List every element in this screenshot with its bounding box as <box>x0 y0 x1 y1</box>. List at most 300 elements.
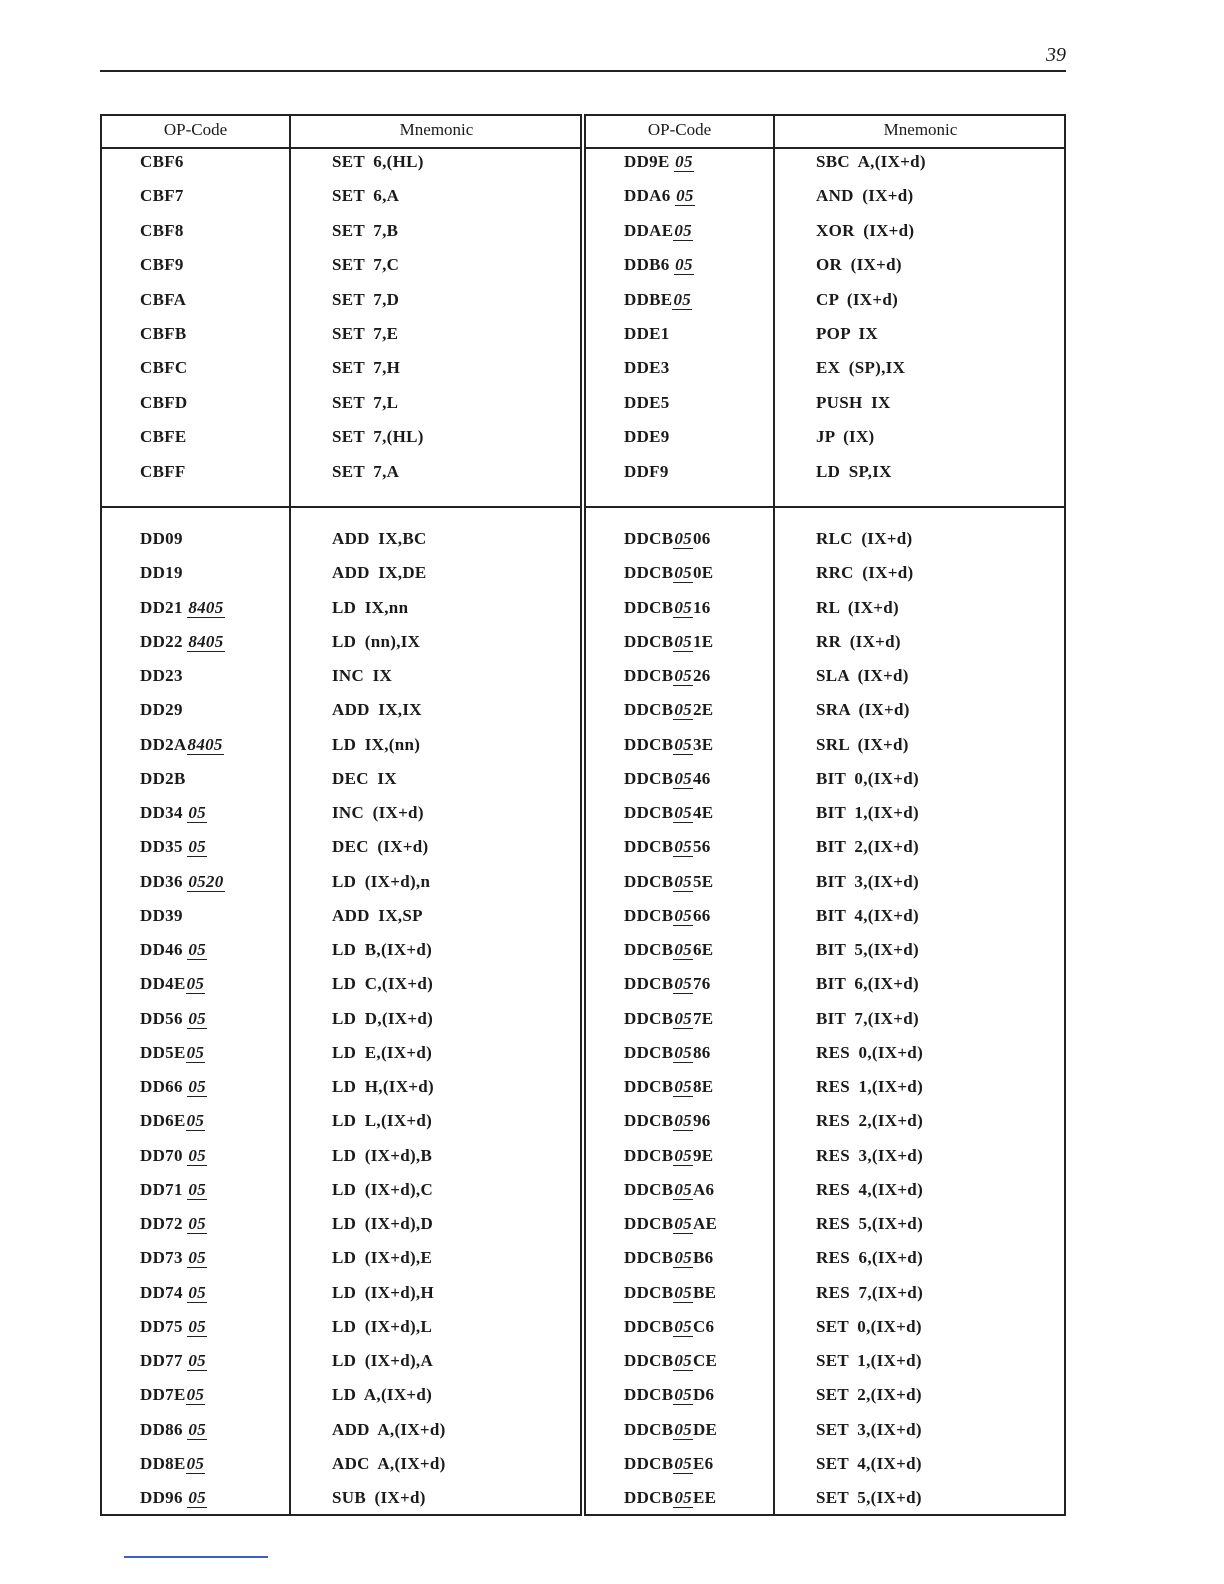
opcode-base: DD7E <box>140 1385 186 1405</box>
mnemonic-cell: LD (IX+d),D <box>332 1214 434 1233</box>
opcode-base: DD56 <box>140 1008 188 1028</box>
mnemonic-cell: POP IX <box>816 324 878 343</box>
opcode-cell <box>140 666 183 686</box>
opcode-cell <box>140 358 187 378</box>
mnemonic-cell: BIT 0,(IX+d) <box>816 768 919 788</box>
opcode-cell <box>140 940 207 960</box>
opcode-base: DD6E <box>140 1111 186 1131</box>
opcode-tail: 16 <box>692 597 711 617</box>
opcode-tail: 9E <box>692 1145 714 1165</box>
opcode-cell <box>624 462 669 482</box>
opcode-base: DDCB <box>624 1248 674 1268</box>
opcode-base: DD46 <box>140 940 188 959</box>
mnemonic-cell: RES 5,(IX+d) <box>816 1214 924 1233</box>
opcode-operand: 05 <box>675 152 693 171</box>
opcode-operand: 05 <box>188 1179 206 1199</box>
opcode-base: DD75 <box>140 1316 188 1336</box>
opcode-base: DDCB <box>624 974 674 994</box>
opcode-base: CBFE <box>140 427 187 447</box>
opcode-cell <box>140 1077 207 1097</box>
opcode-base: DDE5 <box>624 392 670 412</box>
opcode-cell <box>140 462 186 482</box>
opcode-tail: 7E <box>692 1008 714 1028</box>
header-divider <box>102 147 580 149</box>
opcode-base: DD9E <box>624 152 675 171</box>
opcode-operand: 05 <box>676 186 694 206</box>
mnemonic-cell: LD L,(IX+d) <box>332 1111 433 1131</box>
opcode-operand: 05 <box>673 289 692 309</box>
opcode-operand: 05 <box>674 1248 692 1268</box>
mnemonic-cell: RES 1,(IX+d) <box>816 1077 924 1096</box>
opcode-operand: 05 <box>674 1385 692 1405</box>
opcode-operand: 05 <box>674 1145 692 1165</box>
opcode-cell <box>140 700 183 720</box>
mnemonic-cell: SBC A,(IX+d) <box>816 152 926 171</box>
opcode-tail: 2E <box>692 700 714 720</box>
opcode-base: DD36 <box>140 871 188 891</box>
opcode-cell <box>624 563 713 583</box>
mnemonic-cell: BIT 4,(IX+d) <box>816 905 919 925</box>
opcode-cell <box>140 186 184 206</box>
mnemonic-cell: LD (IX+d),L <box>332 1316 433 1336</box>
opcode-cell <box>624 1043 711 1063</box>
opcode-cell <box>140 393 187 413</box>
page-number: 39 <box>1046 44 1066 66</box>
opcode-cell <box>140 872 225 892</box>
mnemonic-cell: BIT 7,(IX+d) <box>816 1008 919 1028</box>
mnemonic-cell: RR (IX+d) <box>816 631 901 651</box>
group-divider <box>102 506 580 508</box>
opcode-base: DDCB <box>624 1077 674 1096</box>
opcode-base: DDCB <box>624 1385 674 1405</box>
opcode-operand: 05 <box>188 1419 206 1439</box>
opcode-base: CBF6 <box>140 152 184 171</box>
opcode-operand: 05 <box>674 768 692 788</box>
opcode-cell <box>140 1385 205 1405</box>
opcode-base: DDF9 <box>624 461 669 481</box>
opcode-tail: 66 <box>692 905 711 925</box>
opcode-operand: 05 <box>186 974 205 994</box>
opcode-tail: DE <box>692 1419 718 1439</box>
opcode-cell <box>140 1146 207 1166</box>
opcode-operand: 05 <box>675 255 693 275</box>
opcode-base: DD66 <box>140 1077 188 1096</box>
opcode-cell <box>140 1488 207 1508</box>
opcode-base: DD96 <box>140 1488 188 1507</box>
opcode-operand: 05 <box>186 1111 205 1131</box>
opcode-base: DDCB <box>624 1453 674 1473</box>
opcode-cell <box>624 1454 713 1474</box>
opcode-operand: 05 <box>186 1453 205 1473</box>
opcode-operand: 05 <box>188 1214 206 1233</box>
mnemonic-cell: ADD A,(IX+d) <box>332 1419 446 1439</box>
opcode-base: DDCB <box>624 1008 674 1028</box>
opcode-cell <box>140 1317 207 1337</box>
mnemonic-cell: LD IX,nn <box>332 597 409 617</box>
opcode-base: DD22 <box>140 631 188 651</box>
opcode-cell <box>624 255 694 275</box>
opcode-operand: 05 <box>188 803 206 822</box>
opcode-tail: 26 <box>692 666 711 685</box>
opcode-base: DDCB <box>624 1111 674 1131</box>
opcode-base: DDE1 <box>624 324 670 343</box>
opcode-tail: 86 <box>692 1042 711 1062</box>
opcode-operand: 05 <box>674 529 692 548</box>
opcode-cell <box>140 598 225 618</box>
opcode-cell <box>624 152 694 172</box>
mnemonic-cell: LD C,(IX+d) <box>332 974 434 994</box>
opcode-tail: 96 <box>692 1111 711 1131</box>
opcode-cell <box>624 598 711 618</box>
opcode-operand: 8405 <box>188 631 224 651</box>
opcode-operand: 05 <box>186 1385 205 1405</box>
mnemonic-cell: DEC (IX+d) <box>332 837 429 857</box>
mnemonic-cell: CP (IX+d) <box>816 289 899 309</box>
opcode-operand: 05 <box>674 1453 692 1473</box>
opcode-base: DDAE <box>624 220 674 240</box>
mnemonic-cell: RES 3,(IX+d) <box>816 1145 924 1165</box>
mnemonic-cell: EX (SP),IX <box>816 358 906 378</box>
opcode-table-left <box>100 114 582 1516</box>
mnemonic-cell: SET 7,C <box>332 255 400 275</box>
opcode-base: DD71 <box>140 1179 188 1199</box>
mnemonic-cell: SET 7,D <box>332 289 400 309</box>
opcode-base: DDCB <box>624 1282 674 1302</box>
opcode-base: DDE9 <box>624 427 670 447</box>
opcode-cell <box>140 1180 207 1200</box>
opcode-cell <box>624 529 711 549</box>
opcode-cell <box>624 1385 714 1405</box>
mnemonic-cell: LD B,(IX+d) <box>332 940 433 959</box>
mnemonic-cell: LD (IX+d),A <box>332 1351 434 1370</box>
opcode-base: DDA6 <box>624 186 676 206</box>
opcode-base: DDBE <box>624 289 673 309</box>
opcode-cell <box>624 872 713 892</box>
opcode-tail: CE <box>692 1351 718 1370</box>
opcode-cell <box>140 837 207 857</box>
opcode-cell <box>624 1420 717 1440</box>
opcode-operand: 05 <box>674 220 692 240</box>
opcode-base: CBFD <box>140 392 188 412</box>
opcode-operand: 05 <box>188 940 206 959</box>
mnemonic-cell: ADC A,(IX+d) <box>332 1453 446 1473</box>
opcode-operand: 8405 <box>188 597 224 617</box>
mnemonic-cell: LD (IX+d),E <box>332 1248 433 1268</box>
opcode-base: DD19 <box>140 563 183 583</box>
opcode-operand: 05 <box>674 974 692 994</box>
opcode-cell <box>140 1043 205 1063</box>
mnemonic-cell: ADD IX,BC <box>332 529 427 548</box>
opcode-cell <box>624 221 693 241</box>
opcode-base: DDCB <box>624 700 674 720</box>
header-mnemonic: Mnemonic <box>399 120 474 139</box>
opcode-operand: 05 <box>188 1248 206 1268</box>
opcode-operand: 05 <box>188 837 206 857</box>
mnemonic-cell: RLC (IX+d) <box>816 529 913 548</box>
mnemonic-cell: SET 4,(IX+d) <box>816 1453 922 1473</box>
opcode-base: DD2A <box>140 734 187 754</box>
mnemonic-cell: LD A,(IX+d) <box>332 1385 433 1405</box>
mnemonic-cell: SET 6,(HL) <box>332 152 424 171</box>
opcode-cell <box>140 769 186 789</box>
opcode-base: DDCB <box>624 1351 674 1370</box>
opcode-base: DDCB <box>624 837 674 857</box>
opcode-cell <box>140 324 187 344</box>
mnemonic-cell: RES 6,(IX+d) <box>816 1248 924 1268</box>
opcode-tail: B6 <box>692 1248 714 1268</box>
opcode-base: DD09 <box>140 529 183 548</box>
opcode-tail: D6 <box>692 1385 715 1405</box>
opcode-base: CBFC <box>140 358 188 378</box>
mnemonic-cell: SRL (IX+d) <box>816 734 909 754</box>
opcode-tail: 6E <box>692 940 714 959</box>
mnemonic-cell: LD (nn),IX <box>332 631 421 651</box>
opcode-cell <box>140 290 186 310</box>
opcode-cell <box>624 324 670 344</box>
opcode-operand: 05 <box>674 734 692 754</box>
opcode-operand: 05 <box>186 1042 205 1062</box>
opcode-operand: 05 <box>674 1077 692 1096</box>
header-divider <box>586 147 1064 149</box>
mnemonic-cell: SET 7,B <box>332 220 399 240</box>
opcode-tail: 06 <box>692 529 711 548</box>
opcode-operand: 05 <box>188 1077 206 1096</box>
opcode-base: DDCB <box>624 563 674 583</box>
opcode-tail: 5E <box>692 871 714 891</box>
opcode-base: DDCB <box>624 597 674 617</box>
opcode-cell <box>624 803 713 823</box>
opcode-base: CBFA <box>140 289 187 309</box>
mnemonic-cell: SET 6,A <box>332 186 400 206</box>
opcode-operand: 05 <box>674 1111 692 1131</box>
opcode-cell <box>140 803 207 823</box>
opcode-cell <box>624 1214 717 1234</box>
opcode-cell <box>624 666 711 686</box>
opcode-tail: E6 <box>692 1453 714 1473</box>
mnemonic-cell: RES 7,(IX+d) <box>816 1282 924 1302</box>
opcode-cell <box>624 974 711 994</box>
opcode-tail: EE <box>692 1488 717 1507</box>
opcode-base: DDCB <box>624 1316 674 1336</box>
mnemonic-cell: SET 0,(IX+d) <box>816 1316 922 1336</box>
mnemonic-cell: SLA (IX+d) <box>816 666 909 685</box>
opcode-operand: 05 <box>674 1316 692 1336</box>
opcode-base: CBFB <box>140 324 187 343</box>
opcode-cell <box>624 1180 714 1200</box>
mnemonic-cell: BIT 3,(IX+d) <box>816 871 919 891</box>
opcode-table-right <box>584 114 1066 1516</box>
mnemonic-cell: RRC (IX+d) <box>816 563 914 583</box>
opcode-base: CBFF <box>140 461 186 481</box>
opcode-base: DDCB <box>624 1214 674 1233</box>
opcode-cell <box>624 1111 711 1131</box>
opcode-base: DDCB <box>624 734 674 754</box>
opcode-base: DD8E <box>140 1453 186 1473</box>
mnemonic-cell: LD D,(IX+d) <box>332 1008 434 1028</box>
opcode-operand: 05 <box>674 940 692 959</box>
opcode-operand: 05 <box>674 631 692 651</box>
opcode-cell <box>140 1283 207 1303</box>
opcode-base: DDCB <box>624 1042 674 1062</box>
opcode-operand: 05 <box>674 871 692 891</box>
opcode-tail: AE <box>692 1214 718 1233</box>
opcode-base: DDCB <box>624 940 674 959</box>
mnemonic-cell: LD SP,IX <box>816 461 892 481</box>
opcode-base: CBF9 <box>140 255 184 275</box>
opcode-cell <box>140 152 184 172</box>
opcode-operand: 05 <box>674 563 692 583</box>
opcode-cell <box>624 358 670 378</box>
mnemonic-cell: SRA (IX+d) <box>816 700 910 720</box>
opcode-base: DDCB <box>624 1145 674 1165</box>
opcode-base: DD73 <box>140 1248 188 1268</box>
opcode-cell <box>140 427 187 447</box>
opcode-base: DDCB <box>624 871 674 891</box>
opcode-cell <box>140 1009 207 1029</box>
opcode-operand: 05 <box>188 1008 206 1028</box>
opcode-tail: 46 <box>692 768 711 788</box>
opcode-operand: 05 <box>188 1282 206 1302</box>
opcode-tail: 0E <box>692 563 714 583</box>
mnemonic-cell: BIT 6,(IX+d) <box>816 974 919 994</box>
opcode-base: DDE3 <box>624 358 670 378</box>
opcode-base: DD72 <box>140 1214 188 1233</box>
mnemonic-cell: LD IX,(nn) <box>332 734 421 754</box>
opcode-base: CBF7 <box>140 186 184 206</box>
opcode-cell <box>624 1283 716 1303</box>
opcode-base: DD29 <box>140 700 183 720</box>
opcode-operand: 05 <box>188 1145 206 1165</box>
opcode-tail: 1E <box>692 631 714 651</box>
mnemonic-cell: LD (IX+d),C <box>332 1179 434 1199</box>
opcode-cell <box>624 1077 713 1097</box>
opcode-cell <box>624 906 711 926</box>
opcode-base: DDCB <box>624 905 674 925</box>
opcode-operand: 05 <box>674 1042 692 1062</box>
opcode-tail: 56 <box>692 837 711 857</box>
mnemonic-cell: BIT 1,(IX+d) <box>816 803 919 822</box>
mnemonic-cell: SET 3,(IX+d) <box>816 1419 922 1439</box>
mnemonic-cell: SET 7,H <box>332 358 401 378</box>
opcode-cell <box>624 769 711 789</box>
opcode-base: DD70 <box>140 1145 188 1165</box>
mnemonic-cell: LD H,(IX+d) <box>332 1077 434 1096</box>
opcode-operand: 05 <box>674 837 692 857</box>
footer-link-rule <box>124 1556 268 1558</box>
mnemonic-cell: RES 2,(IX+d) <box>816 1111 924 1131</box>
opcode-cell <box>624 290 692 310</box>
opcode-cell <box>624 186 695 206</box>
opcode-cell <box>140 1248 207 1268</box>
header-opcode: OP-Code <box>163 120 228 139</box>
opcode-operand: 05 <box>188 1488 206 1507</box>
mnemonic-cell: OR (IX+d) <box>816 255 902 275</box>
opcode-tail: 4E <box>692 803 714 822</box>
opcode-base: DDCB <box>624 1179 674 1199</box>
mnemonic-cell: LD E,(IX+d) <box>332 1042 433 1062</box>
mnemonic-cell: JP (IX) <box>816 427 875 447</box>
mnemonic-cell: LD (IX+d),B <box>332 1145 433 1165</box>
opcode-base: DD86 <box>140 1419 188 1439</box>
opcode-operand: 05 <box>674 597 692 617</box>
opcode-tail: 3E <box>692 734 714 754</box>
opcode-tail: A6 <box>692 1179 715 1199</box>
opcode-cell <box>140 1351 207 1371</box>
header-opcode: OP-Code <box>647 120 712 139</box>
mnemonic-cell: INC IX <box>332 666 393 685</box>
mnemonic-cell: SET 7,A <box>332 461 400 481</box>
opcode-cell <box>140 1420 207 1440</box>
mnemonic-cell: PUSH IX <box>816 392 891 412</box>
opcode-operand: 05 <box>674 700 692 720</box>
opcode-cell <box>624 735 713 755</box>
mnemonic-cell: RL (IX+d) <box>816 597 899 617</box>
opcode-cell <box>140 735 224 755</box>
mnemonic-cell: SET 1,(IX+d) <box>816 1351 922 1370</box>
opcode-cell <box>140 1454 205 1474</box>
mnemonic-cell: SET 5,(IX+d) <box>816 1488 922 1507</box>
opcode-operand: 05 <box>674 1282 692 1302</box>
opcode-base: DDCB <box>624 1419 674 1439</box>
opcode-base: DD23 <box>140 666 183 685</box>
opcode-cell <box>624 1248 713 1268</box>
opcode-cell <box>624 837 711 857</box>
opcode-cell <box>624 940 713 960</box>
opcode-tail: C6 <box>692 1316 715 1336</box>
opcode-base: DD77 <box>140 1351 188 1370</box>
mnemonic-cell: LD (IX+d),n <box>332 871 431 891</box>
opcode-tail: BE <box>692 1282 717 1302</box>
opcode-cell <box>140 632 225 652</box>
mnemonic-cell: SET 7,(HL) <box>332 427 424 447</box>
opcode-operand: 8405 <box>187 734 223 754</box>
mnemonic-cell: SET 2,(IX+d) <box>816 1385 922 1405</box>
mnemonic-cell: ADD IX,SP <box>332 905 423 925</box>
opcode-operand: 05 <box>674 803 692 822</box>
opcode-cell <box>624 427 670 447</box>
header-rule <box>100 70 1066 72</box>
mnemonic-cell: RES 4,(IX+d) <box>816 1179 924 1199</box>
opcode-operand: 05 <box>674 666 692 685</box>
mnemonic-cell: DEC IX <box>332 768 397 788</box>
opcode-base: DD5E <box>140 1042 186 1062</box>
opcode-base: DDCB <box>624 529 674 548</box>
opcode-operand: 05 <box>188 1316 206 1336</box>
opcode-operand: 05 <box>674 905 692 925</box>
opcode-operand: 0520 <box>188 871 224 891</box>
column-divider <box>773 116 775 1514</box>
opcode-base: DD21 <box>140 597 188 617</box>
mnemonic-cell: BIT 5,(IX+d) <box>816 940 919 959</box>
mnemonic-cell: INC (IX+d) <box>332 803 424 822</box>
column-divider <box>289 116 291 1514</box>
opcode-cell <box>624 393 670 413</box>
opcode-base: DD35 <box>140 837 188 857</box>
opcode-cell <box>140 255 184 275</box>
opcode-cell <box>624 1009 713 1029</box>
header-mnemonic: Mnemonic <box>883 120 958 139</box>
mnemonic-cell: ADD IX,IX <box>332 700 422 720</box>
opcode-base: DDCB <box>624 803 674 822</box>
opcode-cell <box>140 974 205 994</box>
opcode-cell <box>624 1317 714 1337</box>
opcode-tail: 76 <box>692 974 711 994</box>
mnemonic-cell: LD (IX+d),H <box>332 1282 434 1302</box>
mnemonic-cell: XOR (IX+d) <box>816 220 915 240</box>
mnemonic-cell: AND (IX+d) <box>816 186 914 206</box>
opcode-cell <box>140 529 183 549</box>
opcode-operand: 05 <box>674 1351 692 1370</box>
